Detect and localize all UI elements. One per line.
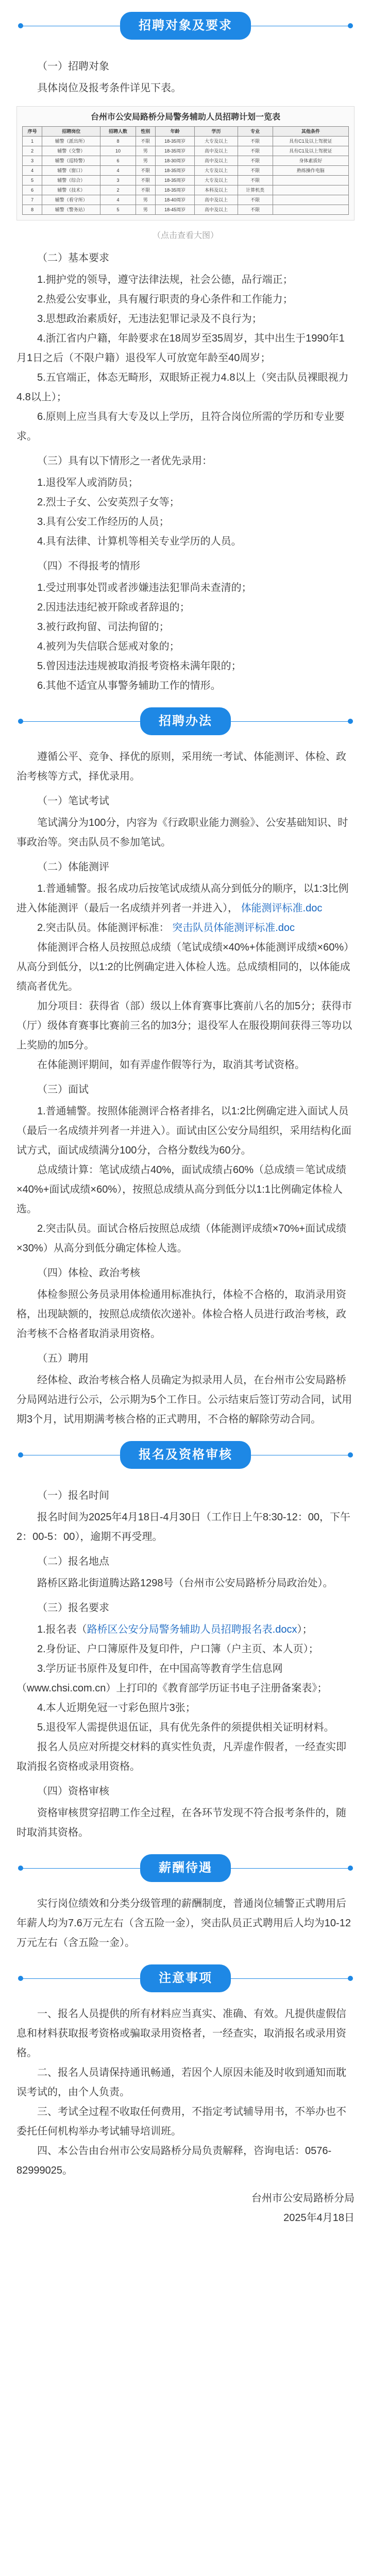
list-item: 三、考试全过程不收取任何费用，不指定考试辅导用书，不举办也不委托任何机构举办考试辅导培训班。: [16, 2106, 346, 2137]
paragraph: 经体检、政治考核合格人员确定为拟录用人员，在台州市公安局路桥分局网站进行公示，公示期为5个工作日。公示结束后签订劳动合同，试用期3个月，试用期满考核合格的正式聘用，不合格的解除劳动合同。: [16, 1375, 352, 1425]
table-cell: 高中及以上: [195, 146, 238, 156]
table-cell: 熟练操作电脑: [273, 166, 348, 176]
table-header: 学历: [195, 127, 238, 137]
table-header: 招聘人数: [100, 127, 136, 137]
section-header-apply: [0, 1429, 371, 1481]
table-row: [23, 166, 349, 176]
table-cell: 4: [23, 166, 42, 176]
section-notes: [0, 2004, 371, 2228]
table-cell: 不限: [238, 176, 273, 185]
table-cell: 10: [100, 146, 136, 156]
table-body: [23, 137, 349, 215]
paragraph: 具体岗位及报考条件详见下表。: [37, 82, 181, 94]
paragraph: 体能测评合格人员按照总成绩（笔试成绩×40%+体能测评成绩×60%）从高分到低分，以1:2的比例确定进入体检人选。总成绩相同的，以体能成绩高者优先。: [16, 942, 355, 992]
section-header-notes: [0, 1953, 371, 2004]
table-cell: 具有C1及以上驾驶证: [273, 146, 348, 156]
table-cell: 大专及以上: [195, 176, 238, 185]
section-recruit: [0, 57, 371, 696]
table-cell: 18-35周岁: [155, 176, 195, 185]
table-cell: 辅警（巡特警）: [42, 156, 100, 166]
paragraph: 体检参照公务员录用体检通用标准执行，体检不合格的，取消录用资格，出现缺额的，按照总成绩依次递补。体检合格人员进行政治考核，政治考核不合格者取消录用资格。: [16, 1289, 346, 1340]
signature-org: 台州市公安局路桥分局: [251, 2193, 355, 2204]
table-cell: 4: [100, 195, 136, 205]
table-cell: 具有C1及以上驾驶证: [273, 137, 348, 146]
subheading: （一）报名时间: [37, 1490, 109, 1501]
section-header-recruit: [0, 0, 371, 52]
list-item: [16, 1620, 355, 1639]
table-cell: 男: [136, 146, 155, 156]
table-row: [23, 146, 349, 156]
table-cell: 18-35周岁: [155, 185, 195, 195]
table-cell: 大专及以上: [195, 166, 238, 176]
table-cell: [273, 185, 348, 195]
list-item: 4.本人近期免冠一寸彩色照片3张；: [37, 1702, 196, 1714]
list-item: 4.被列为失信联合惩戒对象的；: [37, 641, 180, 652]
list-item: 1.受过刑事处罚或者涉嫌违法犯罪尚未查清的；: [37, 582, 252, 594]
table-header: 其他条件: [273, 127, 348, 137]
section-title: 报名及资格审核: [120, 1441, 251, 1469]
table-cell: 18-35周岁: [155, 166, 195, 176]
table-cell: [273, 205, 348, 215]
table-cell: 不限: [136, 166, 155, 176]
table-cell: 5: [23, 176, 42, 185]
table-header: 序号: [23, 127, 42, 137]
list-item: 5.曾因违法违规被取消报考资格未满年限的；: [37, 660, 242, 672]
section-salary: [0, 1894, 371, 1953]
table-cell: 男: [136, 156, 155, 166]
subheading: （一）招聘对象: [37, 61, 109, 72]
image-caption: （点击查看大图）: [152, 231, 218, 240]
table-cell: 2: [100, 185, 136, 195]
table-cell: 8: [23, 205, 42, 215]
table-cell: 不限: [238, 195, 273, 205]
fitness-standard-link[interactable]: 体能测评标准.doc: [241, 903, 323, 914]
subheading: （一）笔试考试: [37, 795, 109, 807]
table-row: [23, 137, 349, 146]
table-cell: 男: [136, 195, 155, 205]
table-cell: 18-35周岁: [155, 146, 195, 156]
paragraph: 在体能测评期间，如有弄虚作假等行为，取消其考试资格。: [37, 1059, 305, 1071]
table-cell: 不限: [238, 146, 273, 156]
list-item: 5.五官端正，体态无畸形，双眼矫正视力4.8以上（突击队员裸眼视力4.8以上）；: [16, 372, 349, 403]
table-cell: 身体素质好: [273, 156, 348, 166]
subheading: （三）面试: [37, 1084, 89, 1095]
table-cell: 大专及以上: [195, 137, 238, 146]
signature-date: 2025年4月18日: [283, 2212, 355, 2224]
table-header: 年龄: [155, 127, 195, 137]
paragraph: 路桥区路北街道腾达路1298号（台州市公安局路桥分局政治处）。: [37, 1578, 333, 1589]
section-title: 薪酬待遇: [140, 1854, 231, 1882]
section-apply: [0, 1486, 371, 1842]
table-cell: 6: [23, 185, 42, 195]
table-cell: 2: [23, 146, 42, 156]
paragraph: 2.突击队员。面试合格后按照总成绩（体能测评成绩×70%+面试成绩×30%）从高分到低分确定体检人选。: [16, 1223, 347, 1254]
list-item: 二、报名人员请保持通讯畅通，若因个人原因未能及时收到通知而耽误考试的，由个人负责。: [16, 2067, 346, 2098]
table-cell: 辅警（技术）: [42, 185, 100, 195]
list-item: 1.退役军人或消防员；: [37, 477, 139, 488]
table-cell: 高中及以上: [195, 195, 238, 205]
subheading: （二）报名地点: [37, 1556, 109, 1567]
table-cell: 8: [100, 137, 136, 146]
section-title: 招聘办法: [140, 707, 231, 735]
list-item: 6.其他不适宜从事警务辅助工作的情形。: [37, 680, 221, 691]
table-cell: 7: [23, 195, 42, 205]
table-row: [23, 176, 349, 185]
table-header: 性别: [136, 127, 155, 137]
paragraph: 加分项目：获得省（部）级以上体育赛事比赛前八名的加5分；获得市（厅）级体育赛事比赛前三名的加3分；退役军人在服役期间获得三等功以上奖励的加5分。: [16, 1001, 352, 1051]
list-item: 2.因违法违纪被开除或者辞退的；: [37, 602, 190, 613]
table-cell: 3: [100, 176, 136, 185]
list-item: 3.被行政拘留、司法拘留的；: [37, 621, 170, 633]
commando-fitness-link[interactable]: 突击队员体能测评标准.doc: [172, 922, 295, 934]
list-item: 6.原则上应当具有大专及以上学历，且符合岗位所需的学历和专业要求。: [16, 411, 345, 442]
table-cell: 6: [100, 156, 136, 166]
paragraph: [16, 879, 355, 918]
recruitment-table: [22, 126, 349, 215]
table-cell: 辅警（综合）: [42, 176, 100, 185]
table-header: 招聘岗位: [42, 127, 100, 137]
table-cell: 5: [100, 205, 136, 215]
table-cell: 不限: [136, 176, 155, 185]
table-cell: 18-30周岁: [155, 156, 195, 166]
table-cell: [273, 176, 348, 185]
section-header-method: [0, 696, 371, 747]
section-title: 注意事项: [140, 1964, 231, 1992]
table-title: 台州市公安局路桥分局警务辅助人员招聘计划一览表: [90, 113, 280, 122]
table-cell: 辅警（警务站）: [42, 205, 100, 215]
paragraph: 笔试满分为100分，内容为《行政职业能力测验》、公安基础知识、时事政治等。突击队员不参加笔试。: [16, 817, 348, 848]
table-cell: 不限: [238, 166, 273, 176]
table-cell: 18-45周岁: [155, 205, 195, 215]
list-item: 2.热爱公安事业，具有履行职责的身心条件和工作能力；: [37, 294, 293, 305]
table-cell: 不限: [136, 137, 155, 146]
table-cell: 高中及以上: [195, 205, 238, 215]
table-cell: 辅警（窗口）: [42, 166, 100, 176]
subheading: （四）资格审核: [37, 1786, 109, 1797]
paragraph: 报名时间为2025年4月18日-4月30日（工作日上午8:30-12：00，下午2：00-5：00），逾期不再受理。: [16, 1512, 350, 1543]
subheading: （四）体检、政治考核: [37, 1267, 140, 1279]
table-cell: 不限: [238, 205, 273, 215]
paragraph: 总成绩计算：笔试成绩占40%，面试成绩占60%（总成绩＝笔试成绩×40%+面试成绩×60%），按照总成绩从高分到低分以1:1比例确定体检人选。: [16, 1164, 347, 1215]
table-cell: 辅警（交警）: [42, 146, 100, 156]
paragraph: 资格审核贯穿招聘工作全过程，在各环节发现不符合报考条件的，随时取消其资格。: [16, 1807, 346, 1838]
table-cell: 高中及以上: [195, 156, 238, 166]
table-cell: [273, 195, 348, 205]
section-header-salary: [0, 1842, 371, 1894]
list-item: 4.具有法律、计算机等相关专业学历的人员。: [37, 536, 242, 547]
section-title: 招聘对象及要求: [120, 12, 251, 40]
table-row: [23, 185, 349, 195]
subheading: （五）聘用: [37, 1353, 89, 1364]
table-row: [23, 195, 349, 205]
application-form-link[interactable]: 路桥区公安分局警务辅助人员招聘报名表.docx: [87, 1624, 297, 1635]
section-method: [0, 747, 371, 1429]
table-cell: 男: [136, 205, 155, 215]
table-cell: 本科及以上: [195, 185, 238, 195]
table-cell: 18-40周岁: [155, 195, 195, 205]
subheading: （三）报名要求: [37, 1602, 109, 1614]
list-item: 2.身份证、户口簿原件及复印件，户口簿（户主页、本人页）；: [37, 1643, 319, 1655]
list-item-text: ）；: [297, 1624, 313, 1635]
table-cell: 计算机类: [238, 185, 273, 195]
subheading: （二）体能测评: [37, 861, 109, 873]
table-cell: 不限: [136, 185, 155, 195]
paragraph-text: 1.普通辅警。报名成功后按笔试成绩从高分到低分的顺序，以1:3比例进入体能测评（最后一名成绩并列者一并进入），: [16, 883, 349, 914]
table-cell: 辅警（看守所）: [42, 195, 100, 205]
paragraph: 遵循公平、竞争、择优的原则，采用统一考试、体能测评、体检、政治考核等方式，择优录用。: [16, 751, 346, 782]
table-cell: 4: [100, 166, 136, 176]
list-item: 2.烈士子女、公安英烈子女等；: [37, 497, 180, 508]
list-item-text: 1.报名表（: [37, 1624, 87, 1635]
paragraph: [16, 918, 355, 938]
table-cell: 不限: [238, 156, 273, 166]
subheading: （二）基本要求: [37, 252, 109, 264]
paragraph: 1.普通辅警。按照体能测评合格者排名，以1:2比例确定进入面试人员（最后一名成绩并列者一并进入）。面试由区公安分局组织，采用结构化面试方式，面试成绩满分100分，合格分数线为60分。: [16, 1106, 351, 1156]
table-row: [23, 205, 349, 215]
table-header: 专业: [238, 127, 273, 137]
list-item: 1.拥护党的领导，遵守法律法规，社会公德，品行端正；: [37, 274, 293, 285]
subheading: （三）具有以下情形之一者优先录用：: [37, 455, 212, 467]
paragraph: 报名人员应对所提交材料的真实性负责，凡弄虚作假者，一经查实即取消报名资格或录用资格。: [16, 1741, 346, 1772]
recruitment-table-image[interactable]: [16, 106, 355, 221]
table-cell: 不限: [238, 137, 273, 146]
paragraph: 实行岗位绩效和分类分级管理的薪酬制度，普通岗位辅警正式聘用后年薪人均为7.6万元左右（含五险一金），突击队员正式聘用后人均为10-12万元左右（含五险一金）。: [16, 1898, 351, 1948]
list-item: 3.学历证书原件及复印件，在中国高等教育学生信息网（www.chsi.com.cn）上打印的《教育部学历证书电子注册备案表》；: [16, 1663, 328, 1694]
table-cell: 18-35周岁: [155, 137, 195, 146]
list-item: 5.退役军人需提供退伍证，具有优先条件的须提供相关证明材料。: [37, 1722, 334, 1733]
list-item: 3.思想政治素质好，无违法犯罪记录及不良行为；: [37, 313, 262, 325]
table-row: [23, 156, 349, 166]
table-cell: 3: [23, 156, 42, 166]
list-item: 一、报名人员提供的所有材料应当真实、准确、有效。凡提供虚假信息和材料获取报考资格或骗取录用资格者，一经查实，取消报名或录用资格。: [16, 2008, 346, 2059]
list-item: 四、本公告由台州市公安局路桥分局负责解释，咨询电话：0576-82999025。: [16, 2145, 332, 2176]
paragraph-text: 2.突击队员。体能测评标准：: [37, 922, 170, 934]
list-item: 4.浙江省内户籍，年龄要求在18周岁至35周岁，其中出生于1990年1月1日之后（不限户籍）退役军人可放宽年龄至40周岁；: [16, 333, 345, 364]
subheading: （四）不得报考的情形: [37, 561, 140, 572]
list-item: 3.具有公安工作经历的人员；: [37, 516, 170, 528]
table-cell: 1: [23, 137, 42, 146]
table-cell: 辅警（派出所）: [42, 137, 100, 146]
